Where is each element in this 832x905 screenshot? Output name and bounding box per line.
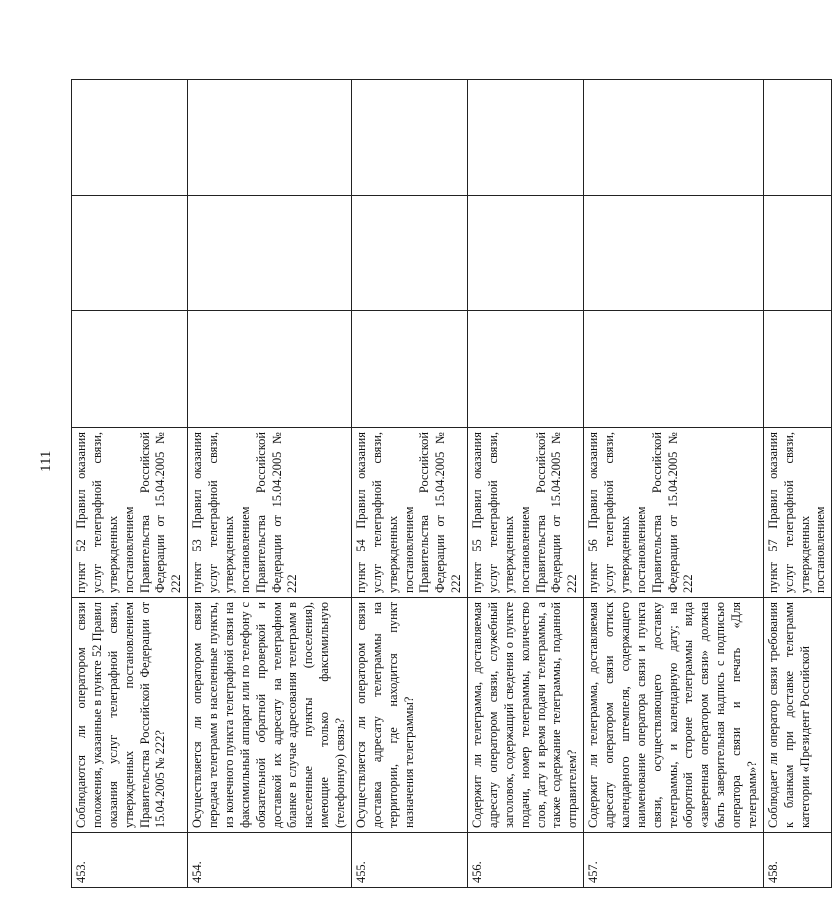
row-number: 458. xyxy=(763,833,832,888)
answer-cell xyxy=(188,80,352,196)
answer-cell xyxy=(584,311,764,428)
answer-cell xyxy=(584,80,764,196)
answer-cell xyxy=(468,196,584,311)
table-row xyxy=(468,80,584,888)
answer-cell xyxy=(188,196,352,311)
answer-cell xyxy=(763,196,832,311)
answer-cell xyxy=(72,196,188,311)
table-row xyxy=(188,80,352,888)
row-number: 456. xyxy=(468,833,584,888)
question-text: Соблюдаются ли оператором связи положения, указанные в пункте 52 Правил оказания услуг телеграфной связи, утвержденных постановлением Правительства Российской Федерации от 15.04.2005 № 222? xyxy=(72,598,188,833)
answer-cell xyxy=(72,311,188,428)
legal-reference: пункт 56 Правил оказания услуг телеграфной связи, утвержденных постановлением Правительства Российской Федерации от 15.04.2005 № 222 xyxy=(584,428,764,598)
answer-cell xyxy=(584,196,764,311)
question-text: Осуществляется ли оператором связи доставка адресату телеграммы на территории, где находится пункт назначения телеграммы? xyxy=(351,598,467,833)
question-text: Содержит ли телеграмма, доставляемая адресату оператором связи, служебный заголовок, содержащий сведения о пункте подачи, номер телеграммы, количество слов, дату и время подачи телеграммы, а также содержание телеграммы, поданной отправителем? xyxy=(468,598,584,833)
table-row xyxy=(584,80,764,888)
row-number: 455. xyxy=(351,833,467,888)
table-row xyxy=(351,80,467,888)
row-number: 453. xyxy=(72,833,188,888)
question-text: Соблюдает ли оператор связи требования к бланкам при доставке телеграмм категории «Президент Российской xyxy=(763,598,832,833)
answer-cell xyxy=(763,311,832,428)
question-text: Осуществляется ли оператором связи передача телеграмм в населенные пункты, из конечного пункта телеграфной связи на факсимильный аппарат или по телефону с обязательной обратной проверкой и доставкой их адресату на телеграфном бланке в случае адресования телеграмм в населенные пункты (поселения), имеющие только факсимильную (телефонную) связь? xyxy=(188,598,352,833)
legal-reference: пункт 54 Правил оказания услуг телеграфной связи, утвержденных постановлением Правительства Российской Федерации от 15.04.2005 № 222 xyxy=(351,428,467,598)
answer-cell xyxy=(351,196,467,311)
answer-cell xyxy=(351,311,467,428)
answer-cell xyxy=(188,311,352,428)
legal-reference: пункт 53 Правил оказания услуг телеграфной связи, утвержденных постановлением Правительства Российской Федерации от 15.04.2005 № 222 xyxy=(188,428,352,598)
row-number: 457. xyxy=(584,833,764,888)
table-row xyxy=(72,80,188,888)
answer-cell xyxy=(72,80,188,196)
answer-cell xyxy=(351,80,467,196)
legal-reference: пункт 57 Правил оказания услуг телеграфной связи, утвержденных постановлением xyxy=(763,428,832,598)
checklist-sheet xyxy=(71,80,828,888)
page-number: 111 xyxy=(38,450,54,472)
legal-reference: пункт 52 Правил оказания услуг телеграфной связи, утвержденных постановлением Правительства Российской Федерации от 15.04.2005 № 222 xyxy=(72,428,188,598)
answer-cell xyxy=(468,311,584,428)
answer-cell xyxy=(763,80,832,196)
table-row xyxy=(763,80,832,888)
legal-reference: пункт 55 Правил оказания услуг телеграфной связи, утвержденных постановлением Правительства Российской Федерации от 15.04.2005 № 222 xyxy=(468,428,584,598)
answer-cell xyxy=(468,80,584,196)
row-number: 454. xyxy=(188,833,352,888)
question-text: Содержит ли телеграмма, доставляемая адресату оператором связи оттиск календарного штемпеля, содержащего наименование оператора связи и пункта связи, осуществляющего доставку телеграммы, и календарную дату; на оборотной стороне телеграммы вида «заверенная оператором связи» должна быть заверительная надпись с подписью оператора связи и печать «Для телеграмм»? xyxy=(584,598,764,833)
checklist-table xyxy=(71,79,832,888)
